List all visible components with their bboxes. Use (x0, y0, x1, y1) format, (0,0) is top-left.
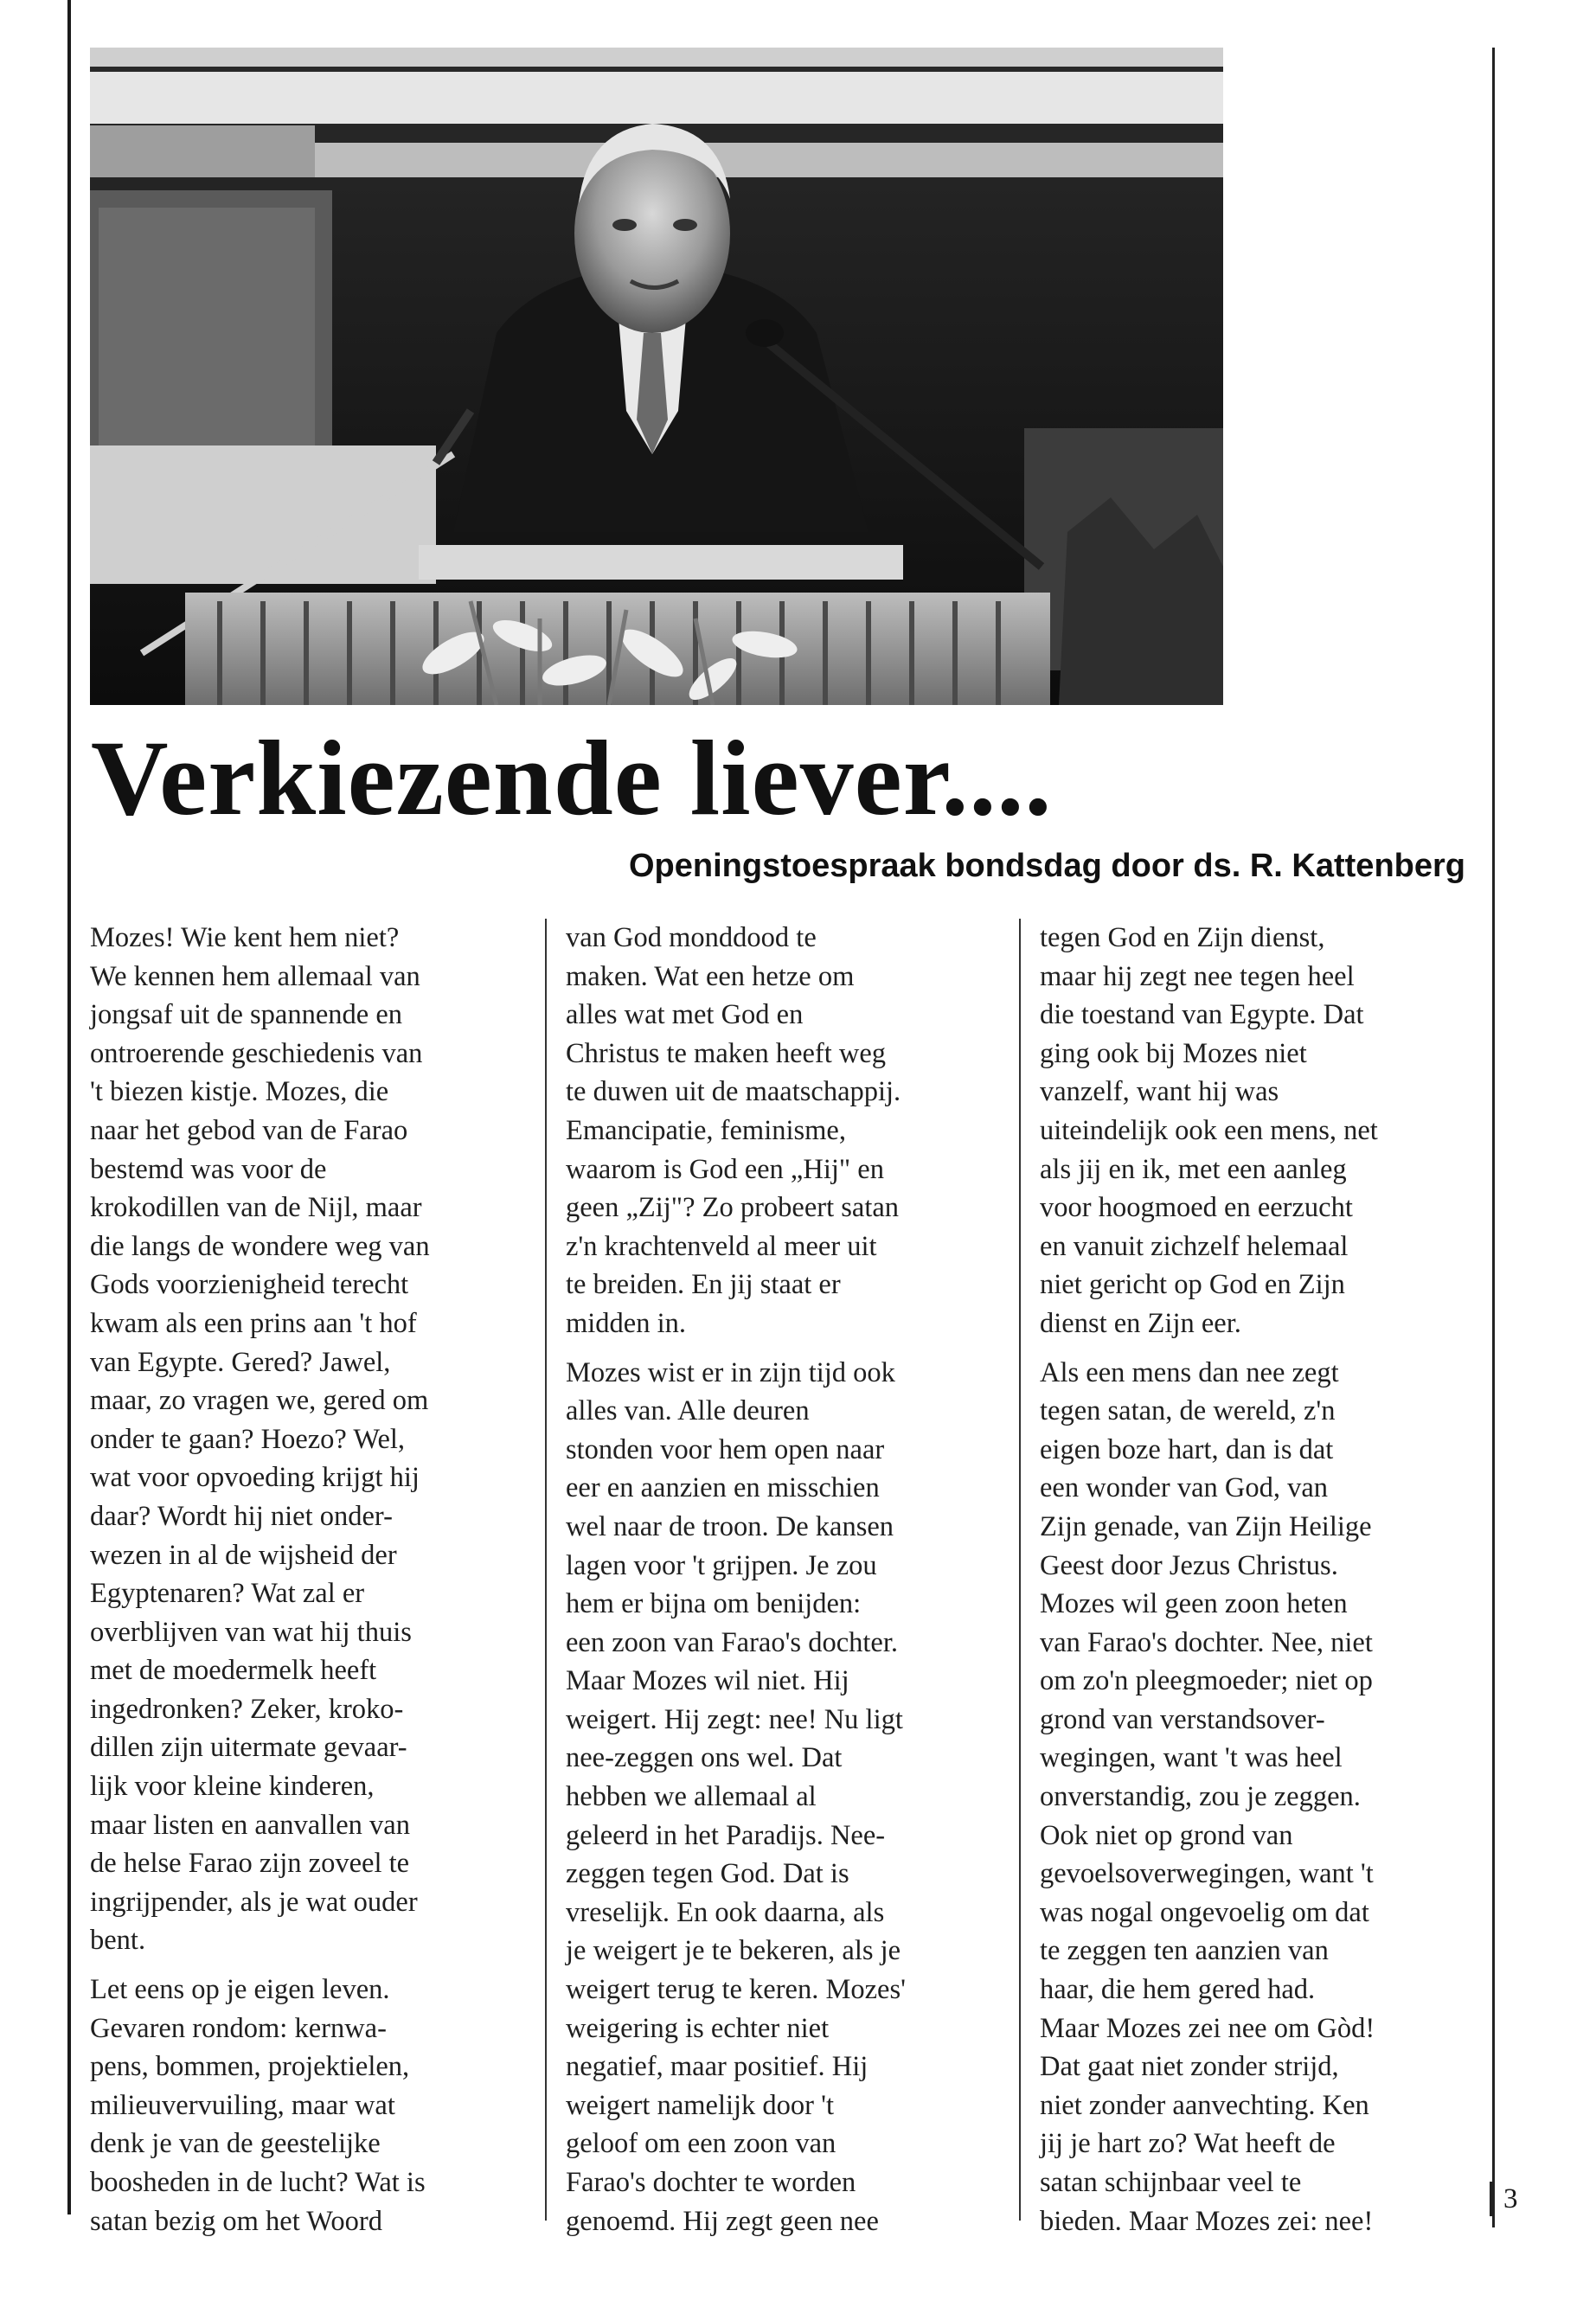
right-margin-rule (1492, 48, 1495, 2227)
paragraph: Let eens op je eigen leven. Gevaren rondom: kernwa- pens, bommen, projektielen, milieuvervuiling, maar wat denk je van de geestelijke boosheden in de lucht? Wat is satan bezig om het Woord (90, 1974, 426, 2237)
paragraph: Mozes! Wie kent hem niet? We kennen hem allemaal van jongsaf uit de spannende en ontroerende geschiedenis van 't biezen kistje. Mozes, die naar het gebod van de Farao bestemd was voor de krokodillen van de Nijl, maar die langs de wondere weg van Gods voorzienigheid terecht kwam als een prins aan 't hof van Egypte. Gered? Jawel, maar, zo vragen we, gered om onder te gaan? Hoezo? Wel, wat voor opvoeding krijgt hij daar? Wordt hij niet onder- wezen in al de wijsheid der Egyptenaren? Wat zal er overblijven van wat hij thuis met de moedermelk heeft ingedronken? Zeker, kroko- dillen zijn uitermate gevaar- lijk voor kleine kinderen, maar listen en aanvallen van de helse Farao zijn zoveel te ingrijpender, als je wat ouder bent. (90, 922, 430, 1957)
page-number: 3 (1503, 2183, 1518, 2214)
article-title: Verkiezende liever.... (91, 719, 1053, 837)
column-divider (1019, 919, 1021, 2221)
article-column-1 (90, 919, 514, 2251)
speaker-photo (90, 48, 1223, 705)
paragraph: Als een mens dan nee zegt tegen satan, de wereld, z'n eigen boze hart, dan is dat een wonder van God, van Zijn genade, van Zijn Heilige Geest door Jezus Christus. Mozes wil geen zoon heten van Farao's dochter. Nee, niet om zo'n pleegmoeder; niet op grond van verstandsover- wegingen, want 't was heel onverstandig, zou je zeggen. Ook niet op grond van gevoelsoverwegingen, want 't was nogal ongevoelig om dat te zeggen ten aanzien van haar, die hem gered had. Maar Mozes zei nee om Gòd! Dat gaat niet zonder strijd, niet zonder aanvechting. Ken jij je hart zo? Wat heeft de satan schijnbaar veel te bieden. Maar Mozes zei: nee! (1040, 1356, 1375, 2237)
paragraph: van God monddood te maken. Wat een hetze om alles wat met God en Christus te maken heeft weg te duwen uit de maatschappij. Emancipatie, feminisme, waarom is God een „Hij" en geen „Zij"? Zo probeert satan z'n krachtenveld al meer uit te breiden. En jij staat er midden in. (566, 922, 901, 1339)
paragraph: Mozes wist er in zijn tijd ook alles van. Alle deuren stonden voor hem open naar eer en aanzien en misschien wel naar de troon. De kansen lagen voor 't grijpen. Je zou hem er bijna om benijden: een zoon van Farao's dochter. Maar Mozes wil niet. Hij weigert. Hij zegt: nee! Nu ligt nee-zeggen ons wel. Dat hebben we allemaal al geleerd in het Paradijs. Nee- zeggen tegen God. Dat is vreselijk. En ook daarna, als je weigert je te bekeren, als je weigert terug te keren. Mozes' weigering is echter niet negatief, maar positief. Hij weigert namelijk door 't geloof om een zoon van Farao's dochter te worden genoemd. Hij zegt geen nee (566, 1356, 906, 2237)
left-margin-rule (67, 0, 71, 2214)
speaker-photo-illustration (90, 48, 1223, 705)
article-column-3 (1040, 919, 1464, 2251)
article-column-2 (566, 919, 990, 2251)
column-divider (545, 919, 547, 2221)
paragraph: tegen God en Zijn dienst, maar hij zegt nee tegen heel die toestand van Egypte. Dat ging ook bij Mozes niet vanzelf, want hij was uiteindelijk ook een mens, net als jij en ik, met een aanleg voor hoogmoed en eerzucht en vanuit zichzelf helemaal niet gericht op God en Zijn dienst en Zijn eer. (1040, 922, 1378, 1339)
article-subtitle: Openingstoespraak bondsdag door ds. R. Kattenberg (629, 848, 1465, 884)
page-number-rule (1490, 2182, 1492, 2216)
